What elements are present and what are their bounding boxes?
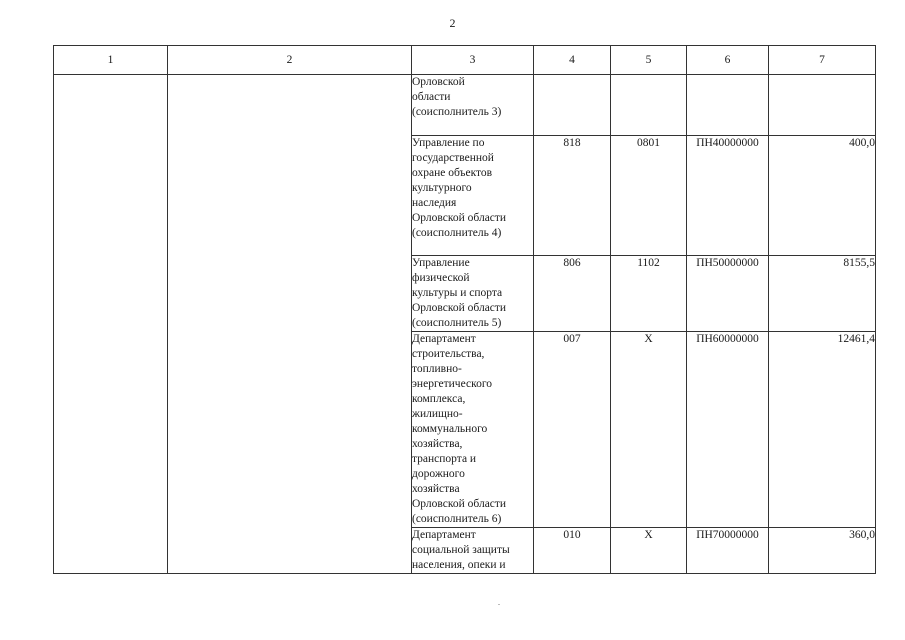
- amount-cell: [769, 75, 876, 136]
- executor-cell: Управление физической культуры и спорта Орловской области (соисполнитель 5): [412, 256, 534, 332]
- table-row: [54, 75, 876, 136]
- section-cell: Х: [611, 332, 687, 528]
- page-number: 2: [449, 16, 456, 30]
- cell-col-2-merged: [168, 75, 412, 574]
- header-col-7: 7: [769, 46, 876, 75]
- executor-cell: Орловской области (соисполнитель 3): [412, 75, 534, 136]
- target-cell: ПН70000000: [687, 528, 769, 574]
- target-cell: ПН40000000: [687, 136, 769, 256]
- section-cell: [611, 75, 687, 136]
- target-cell: [687, 75, 769, 136]
- cell-col-1-merged: [54, 75, 168, 574]
- code-cell: 007: [534, 332, 611, 528]
- amount-cell: 12461,4: [769, 332, 876, 528]
- amount-cell: 8155,5: [769, 256, 876, 332]
- header-col-6: 6: [687, 46, 769, 75]
- section-cell: Х: [611, 528, 687, 574]
- header-col-3: 3: [412, 46, 534, 75]
- amount-cell: 400,0: [769, 136, 876, 256]
- code-cell: [534, 75, 611, 136]
- header-col-4: 4: [534, 46, 611, 75]
- target-cell: ПН50000000: [687, 256, 769, 332]
- executor-cell: Управление по государственной охране объектов культурного наследия Орловской области (соисполнитель 4): [412, 136, 534, 256]
- header-col-2: 2: [168, 46, 412, 75]
- executor-cell: Департамент строительства, топливно- энергетического комплекса, жилищно- коммунального хозяйства, транспорта и дорожного хозяйства Орловской области (соисполнитель 6): [412, 332, 534, 528]
- code-cell: 010: [534, 528, 611, 574]
- code-cell: 806: [534, 256, 611, 332]
- target-cell: ПН60000000: [687, 332, 769, 528]
- scan-speck: [498, 604, 500, 605]
- table-header-row: [54, 46, 876, 75]
- section-cell: 0801: [611, 136, 687, 256]
- header-col-5: 5: [611, 46, 687, 75]
- executor-cell: Департамент социальной защиты населения, опеки и: [412, 528, 534, 574]
- section-cell: 1102: [611, 256, 687, 332]
- header-col-1: 1: [54, 46, 168, 75]
- budget-table: [53, 45, 876, 574]
- code-cell: 818: [534, 136, 611, 256]
- amount-cell: 360,0: [769, 528, 876, 574]
